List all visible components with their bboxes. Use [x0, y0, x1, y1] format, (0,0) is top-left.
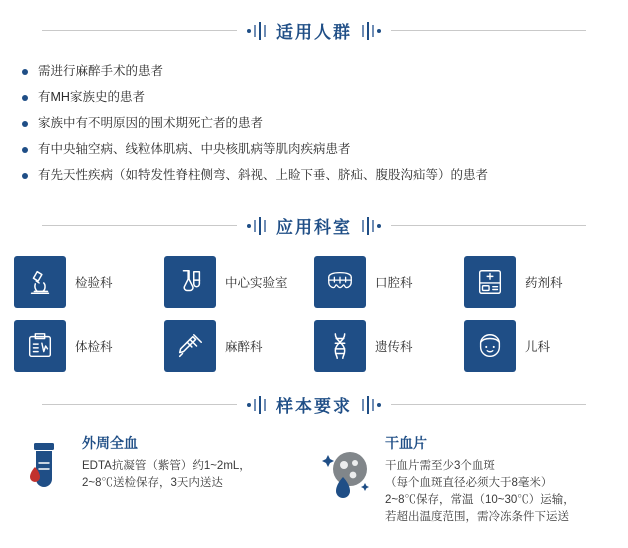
sample-line: EDTA抗凝管（紫管）约1~2mL， — [82, 460, 251, 472]
header-ornament-left — [247, 215, 266, 237]
spacer-section-2 — [0, 372, 628, 392]
syringe-icon — [164, 320, 216, 372]
sample-description — [385, 458, 575, 526]
department-label: 麻醉科 — [225, 340, 263, 354]
child-face-icon — [464, 320, 516, 372]
department-label: 中心实验室 — [225, 276, 288, 290]
section-header-departments — [0, 213, 628, 238]
header-ornament-left — [247, 394, 266, 416]
samples-row — [0, 417, 628, 526]
header-ornament-right — [362, 394, 381, 416]
ornament-bar-short — [254, 25, 256, 37]
dna-icon — [314, 320, 366, 372]
departments-grid — [0, 238, 628, 372]
divider-right — [391, 225, 586, 226]
ornament-bar — [259, 22, 261, 40]
spacer-section-1 — [0, 191, 628, 213]
ornament-bar-short — [264, 399, 266, 411]
ornament-dot — [247, 224, 251, 228]
microscope-icon — [14, 256, 66, 308]
ornament-bar-short — [254, 220, 256, 232]
sample-text-block — [385, 433, 575, 526]
ornament-bar — [367, 22, 369, 40]
ornament-bar — [259, 396, 261, 414]
list-item: 有中央轴空病、线粒体肌病、中央核肌病等肌肉疾病患者 — [22, 139, 610, 160]
department-item-pharmacy[interactable] — [464, 256, 614, 308]
ornament-bar — [367, 396, 369, 414]
teeth-icon — [314, 256, 366, 308]
divider-right — [391, 30, 586, 31]
checkup-chart-icon — [14, 320, 66, 372]
department-label: 药剂科 — [525, 276, 563, 290]
ornament-bar-short — [372, 220, 374, 232]
flask-tube-icon — [164, 256, 216, 308]
section-header-samples — [0, 392, 628, 417]
header-ornament-left — [247, 20, 266, 42]
department-label: 检验科 — [75, 276, 113, 290]
ornament-bar-short — [264, 220, 266, 232]
ornament-bar-short — [264, 25, 266, 37]
divider-left — [42, 30, 237, 31]
department-item-stomatology[interactable] — [314, 256, 464, 308]
ornament-bar-short — [254, 399, 256, 411]
department-label: 儿科 — [525, 340, 551, 354]
department-label: 口腔科 — [375, 276, 413, 290]
sample-line: 若超出温度范围，需冷冻条件下运送 — [385, 511, 569, 523]
ornament-bar-short — [362, 399, 364, 411]
ornament-bar-short — [362, 25, 364, 37]
department-item-genetics[interactable] — [314, 320, 464, 372]
ornament-bar — [259, 217, 261, 235]
ornament-dot — [377, 224, 381, 228]
ornament-dot — [247, 403, 251, 407]
divider-left — [42, 404, 237, 405]
list-item: 有MH家族史的患者 — [22, 87, 610, 108]
department-item-laboratory[interactable] — [14, 256, 164, 308]
sample-item-dried-blood-spot — [319, 433, 618, 526]
section-header-population — [0, 18, 628, 43]
department-label: 体检科 — [75, 340, 113, 354]
department-item-central-lab[interactable] — [164, 256, 314, 308]
dried-blood-spot-icon — [319, 433, 375, 526]
page-title-samples: 样本要求 — [276, 397, 352, 416]
divider-left — [42, 225, 237, 226]
ornament-bar-short — [372, 399, 374, 411]
divider-right — [391, 404, 586, 405]
page-title-population: 适用人群 — [276, 23, 352, 42]
ornament-dot — [247, 29, 251, 33]
sample-item-whole-blood — [16, 433, 315, 526]
medicine-cabinet-icon — [464, 256, 516, 308]
sample-title: 外周全血 — [82, 435, 138, 451]
department-label: 遗传科 — [375, 340, 413, 354]
list-item: 有先天性疾病（如特发性脊柱侧弯、斜视、上睑下垂、脐疝、腹股沟疝等）的患者 — [22, 165, 610, 186]
population-list — [0, 61, 628, 186]
spacer-top — [0, 0, 628, 18]
ornament-dot — [377, 403, 381, 407]
ornament-bar-short — [362, 220, 364, 232]
department-item-anesthesiology[interactable] — [164, 320, 314, 372]
sample-text-block — [82, 433, 251, 526]
page-title-departments: 应用科室 — [276, 218, 352, 237]
ornament-bar-short — [372, 25, 374, 37]
header-ornament-right — [362, 215, 381, 237]
blood-tube-icon — [16, 433, 72, 526]
ornament-dot — [377, 29, 381, 33]
header-ornament-right — [362, 20, 381, 42]
sample-line: 干血片需至少3个血斑 — [385, 460, 495, 472]
sample-title: 干血片 — [385, 435, 427, 451]
sample-description — [82, 458, 251, 492]
sample-line: 2~8℃保存，常温（10~30℃）运输， — [385, 494, 575, 506]
department-item-pediatrics[interactable] — [464, 320, 614, 372]
list-item: 家族中有不明原因的围术期死亡者的患者 — [22, 113, 610, 134]
sample-line: 2~8℃送检保存，3天内送达 — [82, 477, 223, 489]
department-item-physical-exam[interactable] — [14, 320, 164, 372]
list-item: 需进行麻醉手术的患者 — [22, 61, 610, 82]
ornament-bar — [367, 217, 369, 235]
sample-line: （每个血斑直径必须大于8毫米） — [385, 477, 553, 489]
